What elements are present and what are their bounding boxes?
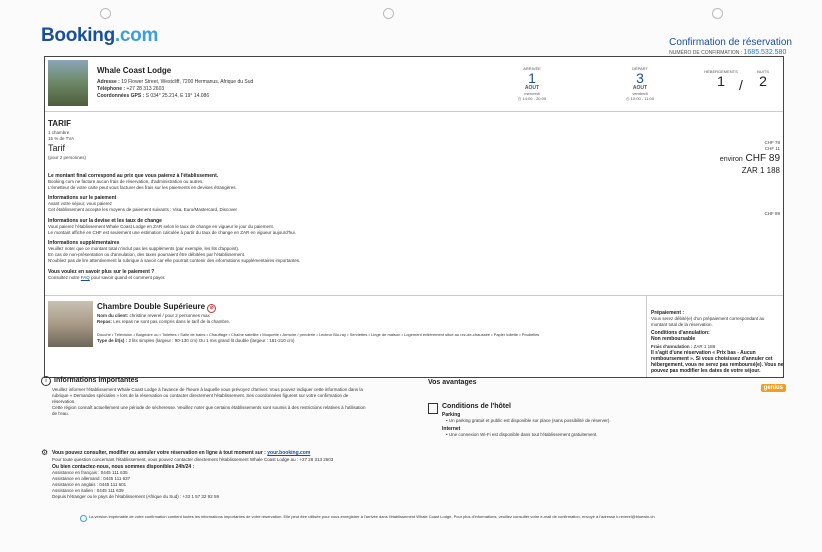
room-amenities: Douche • Télévision • Baignoire ou • Toilettes • Salle de bains • Chauffage • Chaîne satellite • Moquette • Armoire / penderie • Lecteur Blu-ray • Serviettes • Linge de maison • Logement entièrement situé au rez-de-chaussée • Papier toilette • Poubelles (97, 332, 540, 337)
cancellation-title: Conditions d'annulation: (651, 330, 710, 336)
faq-link[interactable]: FAQ (80, 275, 90, 280)
cancellation-warning: hébergement, vous ne serez pas remboursé(e). Vous ne (651, 362, 784, 368)
tarif-subtitle: Tarif (48, 143, 66, 153)
footer-note: La version imprimable de votre confirmation contient toutes les informations importantes de votre réservation. Elle peut être utilisée pour vous enregistrer à l'arrivée dans l'établissement Whale Coast Lodge. Pour plus d'informations, veuillez consulter votre e-mail de confirmation, envoyé à l'adresse k.reverel@bluewin.ch (89, 514, 655, 519)
clock-icon: ◷ (517, 96, 522, 101)
final-amount-line: L'émetteur de votre carte peut vous facturer des frais sur les paiements en devises étrangères. (48, 185, 237, 190)
tarif-title: TARIF (48, 119, 71, 128)
tarif-rooms: 1 chambre (48, 130, 70, 135)
cancellation-value: Non remboursable (651, 336, 696, 342)
punch-hole (383, 8, 394, 19)
final-amount-title: Le montant final correspond au prix que vous paierez à l'établissement. (48, 173, 219, 179)
room-photo (48, 301, 93, 347)
prepay-line: montant total de la réservation. (651, 322, 713, 327)
divider (45, 295, 783, 296)
hotel-address: Adresse : 19 Flower Street, Westcliff, 7200 Hermanus, Afrique du Sud (97, 79, 254, 85)
tarif-price-2: CHF 11 (764, 146, 780, 151)
divider (646, 295, 647, 377)
arrival-block: ARRIVÉE 1 AOUT mercredi ◷ 14:00 - 20:00 (507, 66, 557, 101)
tarif-total-chf: environ CHF 89 (719, 153, 780, 164)
more-title: Vous voulez en savoir plus sur le paiement ? (48, 269, 155, 275)
final-amount-line: Booking.com ne facture aucun frais de réservation, d'administration ou autres. (48, 179, 204, 184)
important-line: de l'eau. (52, 411, 69, 416)
cancellation-warning: pouvez pas modifier les dates de votre séjour. (651, 368, 761, 374)
contact-line: Assistance en italien : 0445 111 639 (52, 488, 124, 493)
extra-title: Informations supplémentaires (48, 240, 120, 246)
divider (45, 111, 783, 112)
cancellation-warning: remboursement ». Si vous choisissez d'annuler cet (651, 356, 773, 362)
payment-line: Cet établissement accepte les moyens de paiement suivants : Visa, Euro/Mastercard, Discover (48, 207, 238, 212)
rooms-block: HÉBERGEMENTS 1 (704, 69, 738, 89)
more-line: Consultez notre FAQ pour savoir quand et comment payer. (48, 275, 166, 280)
manage-booking-link[interactable]: your.booking.com (267, 450, 311, 456)
payment-title: Informations sur le paiement (48, 195, 117, 201)
tarif-vat: 15 % de TVA (48, 136, 75, 141)
contact-line: Assistance en anglais : 0445 111 601 (52, 482, 127, 487)
important-line: Veuillez informer l'établissement Whale Coast Lodge à l'avance de l'heure à laquelle vous prévoyez d'arriver. Vous pouvez indiquer cette information dans la (52, 387, 363, 392)
room-beds: Type de lit(s) : 2 lits simples (largeur : 90-130 cm) Ou 1 mis grand lit double (largeur : 181-210 cm) (97, 338, 295, 343)
currency-title: Informations sur la devise et les taux de change (48, 218, 162, 224)
contact-line: Ou bien contactez-nous, nous sommes disponibles 24h/24 : (52, 464, 195, 470)
rooms-nights-separator: / (739, 77, 743, 93)
room-guest: Nom du client: christine reverel / pour 2 personnes max (97, 313, 210, 318)
tarif-total-zar: ZAR 1 188 (741, 166, 780, 175)
important-title: Informations importantes (54, 377, 139, 384)
payment-line: Avant votre séjour, vous paierez (48, 201, 112, 206)
tarif-price-1: CHF 78 (764, 140, 780, 145)
confirmation-title: Confirmation de réservation (669, 37, 792, 48)
punch-hole (100, 8, 111, 19)
parking-line: • Un parking gratuit et public est disponible sur place (sans possibilité de réserver). (446, 418, 611, 423)
punch-hole (712, 8, 723, 19)
extra-line: En cas de non-présentation ou d'annulation, des taxes pourraient être débitées par l'établissement. (48, 252, 246, 257)
info-icon (80, 515, 87, 522)
contact-line: Depuis l'étranger ou le pays de l'établissement (Afrique du Sud) : +33 1 57 32 92 59 (52, 494, 219, 499)
nights-block: NUITS 2 (757, 69, 769, 89)
internet-line: • Une connexion Wi-Fi est disponible dans tout l'établissement gratuitement. (446, 432, 598, 437)
hotel-conditions-title: Conditions de l'hôtel (442, 403, 511, 410)
extra-line: N'oubliez pas de lire attentivement la rubrique à savoir car elle pourrait contenir des informations supplémentaires importantes. (48, 258, 301, 263)
no-smoking-icon: ⊘ (207, 304, 216, 313)
room-meals: Repas: Les repas ne sont pas compris dans le tarif de la chambre. (97, 319, 231, 324)
prepay-line: Vous serez débité(e) d'un prépaiement correspondant au (651, 316, 765, 321)
important-line: Cette région connaît actuellement une période de sécheresse. Veuillez noter que certains établissements sont soumis à des restrictions relatives à l'utilisation (52, 405, 366, 410)
arrival-day: 1 (528, 70, 536, 86)
contact-line: Assistance en français : 0445 111 635 (52, 470, 128, 475)
cancellation-fee: Frais d'annulation : ZAR 1 188 (651, 344, 716, 349)
hotel-photo (48, 60, 88, 106)
prepay-title: Prépaiement : (651, 310, 685, 316)
payment-chf: CHF 89 (764, 211, 780, 216)
important-line: réservation. (52, 399, 76, 404)
currency-line: Le montant affiché en CHF est seulement une estimation calculée à partir du taux de change en ZAR en vigueur aujourd'hui. (48, 230, 296, 235)
booking-logo: Booking.com (41, 25, 159, 46)
room-title: Chambre Double Supérieure ⊘ (97, 302, 216, 313)
departure-day: 3 (636, 70, 644, 86)
hotel-gps: Coordonnées GPS : S 034° 25.214, E 19° 14.086 (97, 93, 210, 99)
contact-title: Vous pouvez consulter, modifier ou annuler votre réservation en ligne à tout moment sur : your.booking.com (52, 450, 311, 456)
document-icon (428, 403, 438, 414)
info-icon: i (41, 376, 51, 386)
extra-line: Veuillez noter que ce montant total n'inclut pas les suppléments (par exemple, les lits d'appoint). (48, 246, 240, 251)
gear-icon: ⚙ (41, 448, 49, 457)
contact-line: Pour toute question concernant l'établissement, vous pouvez contacter directement l'établissement Whale Coast Lodge au : +27 28 313 2603 (52, 457, 334, 462)
departure-block: DÉPART 3 AOUT vendredi ◷ 10:00 - 11:00 (615, 66, 665, 101)
hotel-name: Whale Coast Lodge (97, 66, 172, 75)
reservation-box (44, 56, 784, 378)
advantages-title: Vos avantages (428, 379, 477, 386)
contact-line: Assistance en allemand : 0445 111 637 (52, 476, 131, 481)
important-line: rubrique « Demandes spéciales » lors de la réservation ou contacter directement l'établissement. Ses coordonnées figurent sur votre confirmation de (52, 393, 349, 398)
hotel-phone: Téléphone : +27 28 313 2603 (97, 86, 165, 92)
genius-badge: genius (761, 384, 786, 392)
confirmation-number-row: NUMÉRO DE CONFIRMATION : 1685.532.580 (669, 49, 787, 56)
clock-icon: ◷ (626, 96, 630, 101)
tarif-persons: (pour 2 personnes) (48, 155, 87, 160)
confirmation-number: 1685.532.580 (743, 49, 787, 56)
internet-label: Internet (442, 426, 461, 432)
currency-line: Vous paierez l'établissement Whale Coast Lodge en ZAR selon le taux de change en vigueur le jour du paiement. (48, 224, 274, 229)
cancellation-warning: Il s'agit d'une réservation « Prix bas - Aucun (651, 350, 756, 356)
parking-label: Parking (442, 412, 461, 418)
